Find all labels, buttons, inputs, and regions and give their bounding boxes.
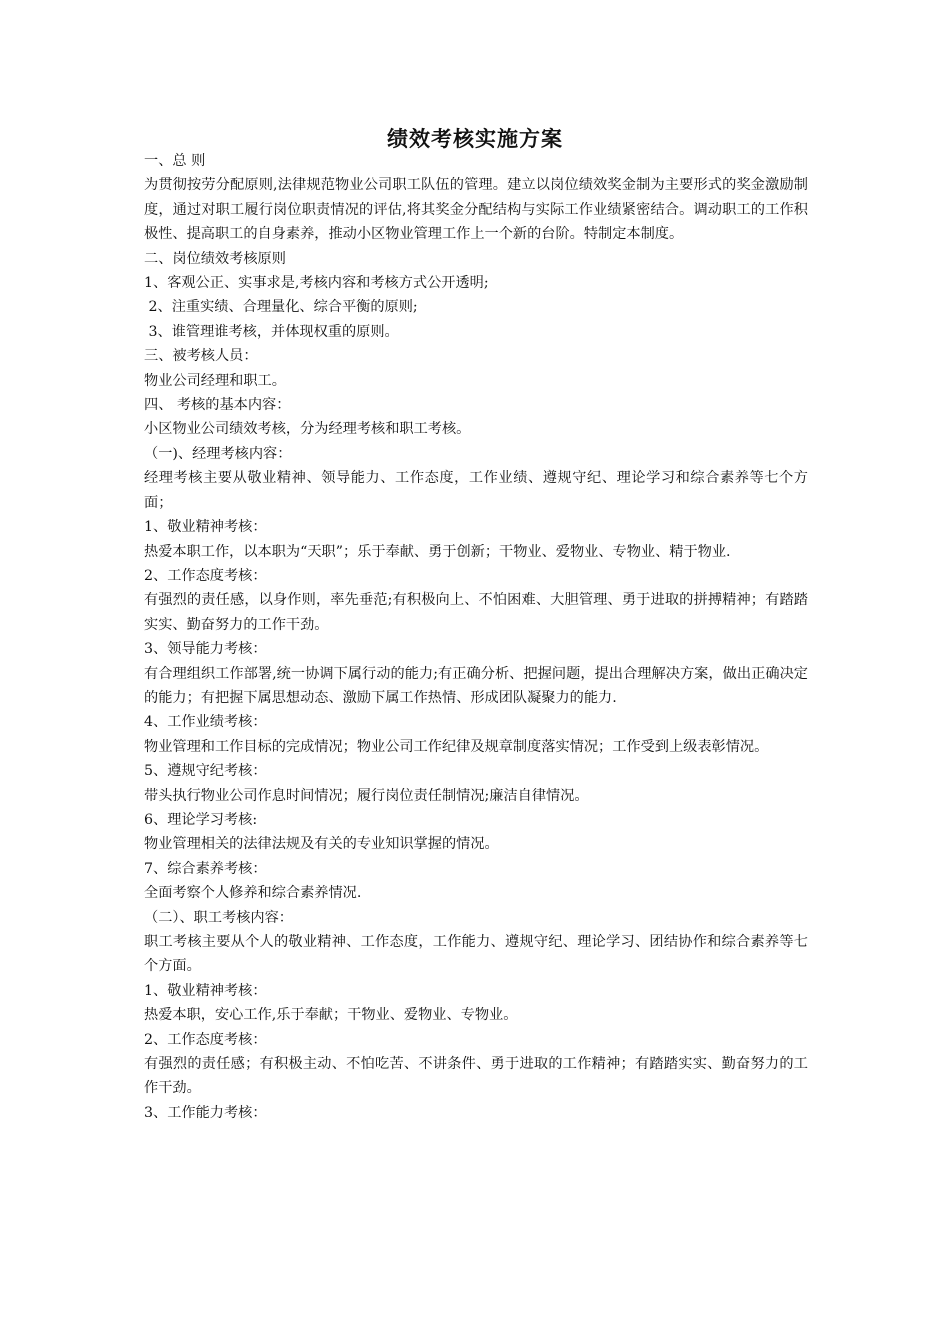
item-heading-discipline: 5、遵规守纪考核： bbox=[144, 763, 267, 780]
list-item-principle-1: 1、客观公正、实事求是,考核内容和考核方式公开透明; bbox=[144, 275, 489, 292]
item-heading-staff-attitude: 2、工作态度考核： bbox=[144, 1031, 267, 1048]
item-heading-leadership: 3、领导能力考核： bbox=[144, 641, 267, 658]
section-heading-principles: 二、岗位绩效考核原则 bbox=[144, 250, 286, 267]
subsection-heading-staff: （二）、职工考核内容： bbox=[144, 909, 293, 926]
item-heading-staff-dedication: 1、敬业精神考核： bbox=[144, 982, 267, 999]
paragraph-staff-overview: 职工考核主要从个人的敬业精神、工作态度，工作能力、遵规守纪、理论学习、团结协作和综合素养等七个方面。 bbox=[144, 934, 808, 975]
paragraph-performance: 物业管理和工作目标的完成情况；物业公司工作纪律及规章制度落实情况；工作受到上级表彰情况。 bbox=[144, 738, 769, 755]
paragraph-leadership: 有合理组织工作部署,统一协调下属行动的能力;有正确分析、把握问题，提出合理解决方案，做出正确决定的能力；有把握下属思想动态、激励下属工作热情、形成团队凝聚力的能力. bbox=[144, 665, 808, 706]
item-heading-staff-ability: 3、工作能力考核： bbox=[144, 1104, 267, 1121]
paragraph-discipline: 带头执行物业公司作息时间情况；履行岗位责任制情况;廉洁自律情况。 bbox=[144, 787, 589, 804]
document-body bbox=[144, 149, 808, 1125]
paragraph-manager-overview: 经理考核主要从敬业精神、领导能力、工作态度，工作业绩、遵规守纪、理论学习和综合素养等七个方面； bbox=[144, 470, 808, 511]
item-heading-quality: 7、综合素养考核： bbox=[144, 860, 267, 877]
subsection-heading-manager: （一)、经理考核内容： bbox=[144, 445, 292, 462]
section-heading-general: 一、总 则 bbox=[144, 153, 206, 169]
paragraph-personnel: 物业公司经理和职工。 bbox=[144, 372, 286, 389]
section-heading-content: 四、 考核的基本内容： bbox=[144, 397, 291, 414]
document-title: 绩效考核实施方案 bbox=[387, 126, 563, 151]
list-item-principle-3: 3、谁管理谁考核，并体现权重的原则。 bbox=[144, 323, 399, 340]
item-heading-attitude: 2、工作态度考核： bbox=[144, 567, 267, 584]
item-heading-dedication: 1、敬业精神考核： bbox=[144, 519, 267, 536]
paragraph-quality: 全面考察个人修养和综合素养情况. bbox=[144, 885, 362, 902]
item-heading-study: 6、理论学习考核: bbox=[144, 811, 258, 828]
paragraph-study: 物业管理相关的法律法规及有关的专业知识掌握的情况。 bbox=[144, 836, 499, 853]
paragraph-staff-attitude: 有强烈的责任感；有积极主动、不怕吃苦、不讲条件、勇于进取的工作精神；有踏踏实实、勤奋努力的工作干劲。 bbox=[144, 1056, 808, 1097]
paragraph-dedication: 热爱本职工作，以本职为“天职”；乐于奉献、勇于创新；干物业、爱物业、专物业、精于物业. bbox=[144, 543, 731, 560]
item-heading-performance: 4、工作业绩考核： bbox=[144, 714, 267, 731]
paragraph-staff-dedication: 热爱本职，安心工作,乐于奉献；干物业、爱物业、专物业。 bbox=[144, 1007, 518, 1024]
section-heading-personnel: 三、被考核人员： bbox=[144, 348, 258, 365]
paragraph-attitude: 有强烈的责任感，以身作则，率先垂范;有积极向上、不怕困难、大胆管理、勇于进取的拼搏精神；有踏踏实实、勤奋努力的工作干劲。 bbox=[144, 592, 808, 633]
paragraph-purpose: 为贯彻按劳分配原则,法律规范物业公司职工队伍的管理。建立以岗位绩效奖金制为主要形式的奖金激励制度，通过对职工履行岗位职责情况的评估,将其奖金分配结构与实际工作业绩紧密结合。调动职工的工作积极性、提高职工的自身素养，推动小区物业管理工作上一个新的台阶。特制定本制度。 bbox=[144, 177, 808, 243]
list-item-principle-2: 2、注重实绩、合理量化、综合平衡的原则; bbox=[144, 299, 418, 316]
paragraph-content-overview: 小区物业公司绩效考核，分为经理考核和职工考核。 bbox=[144, 421, 471, 438]
